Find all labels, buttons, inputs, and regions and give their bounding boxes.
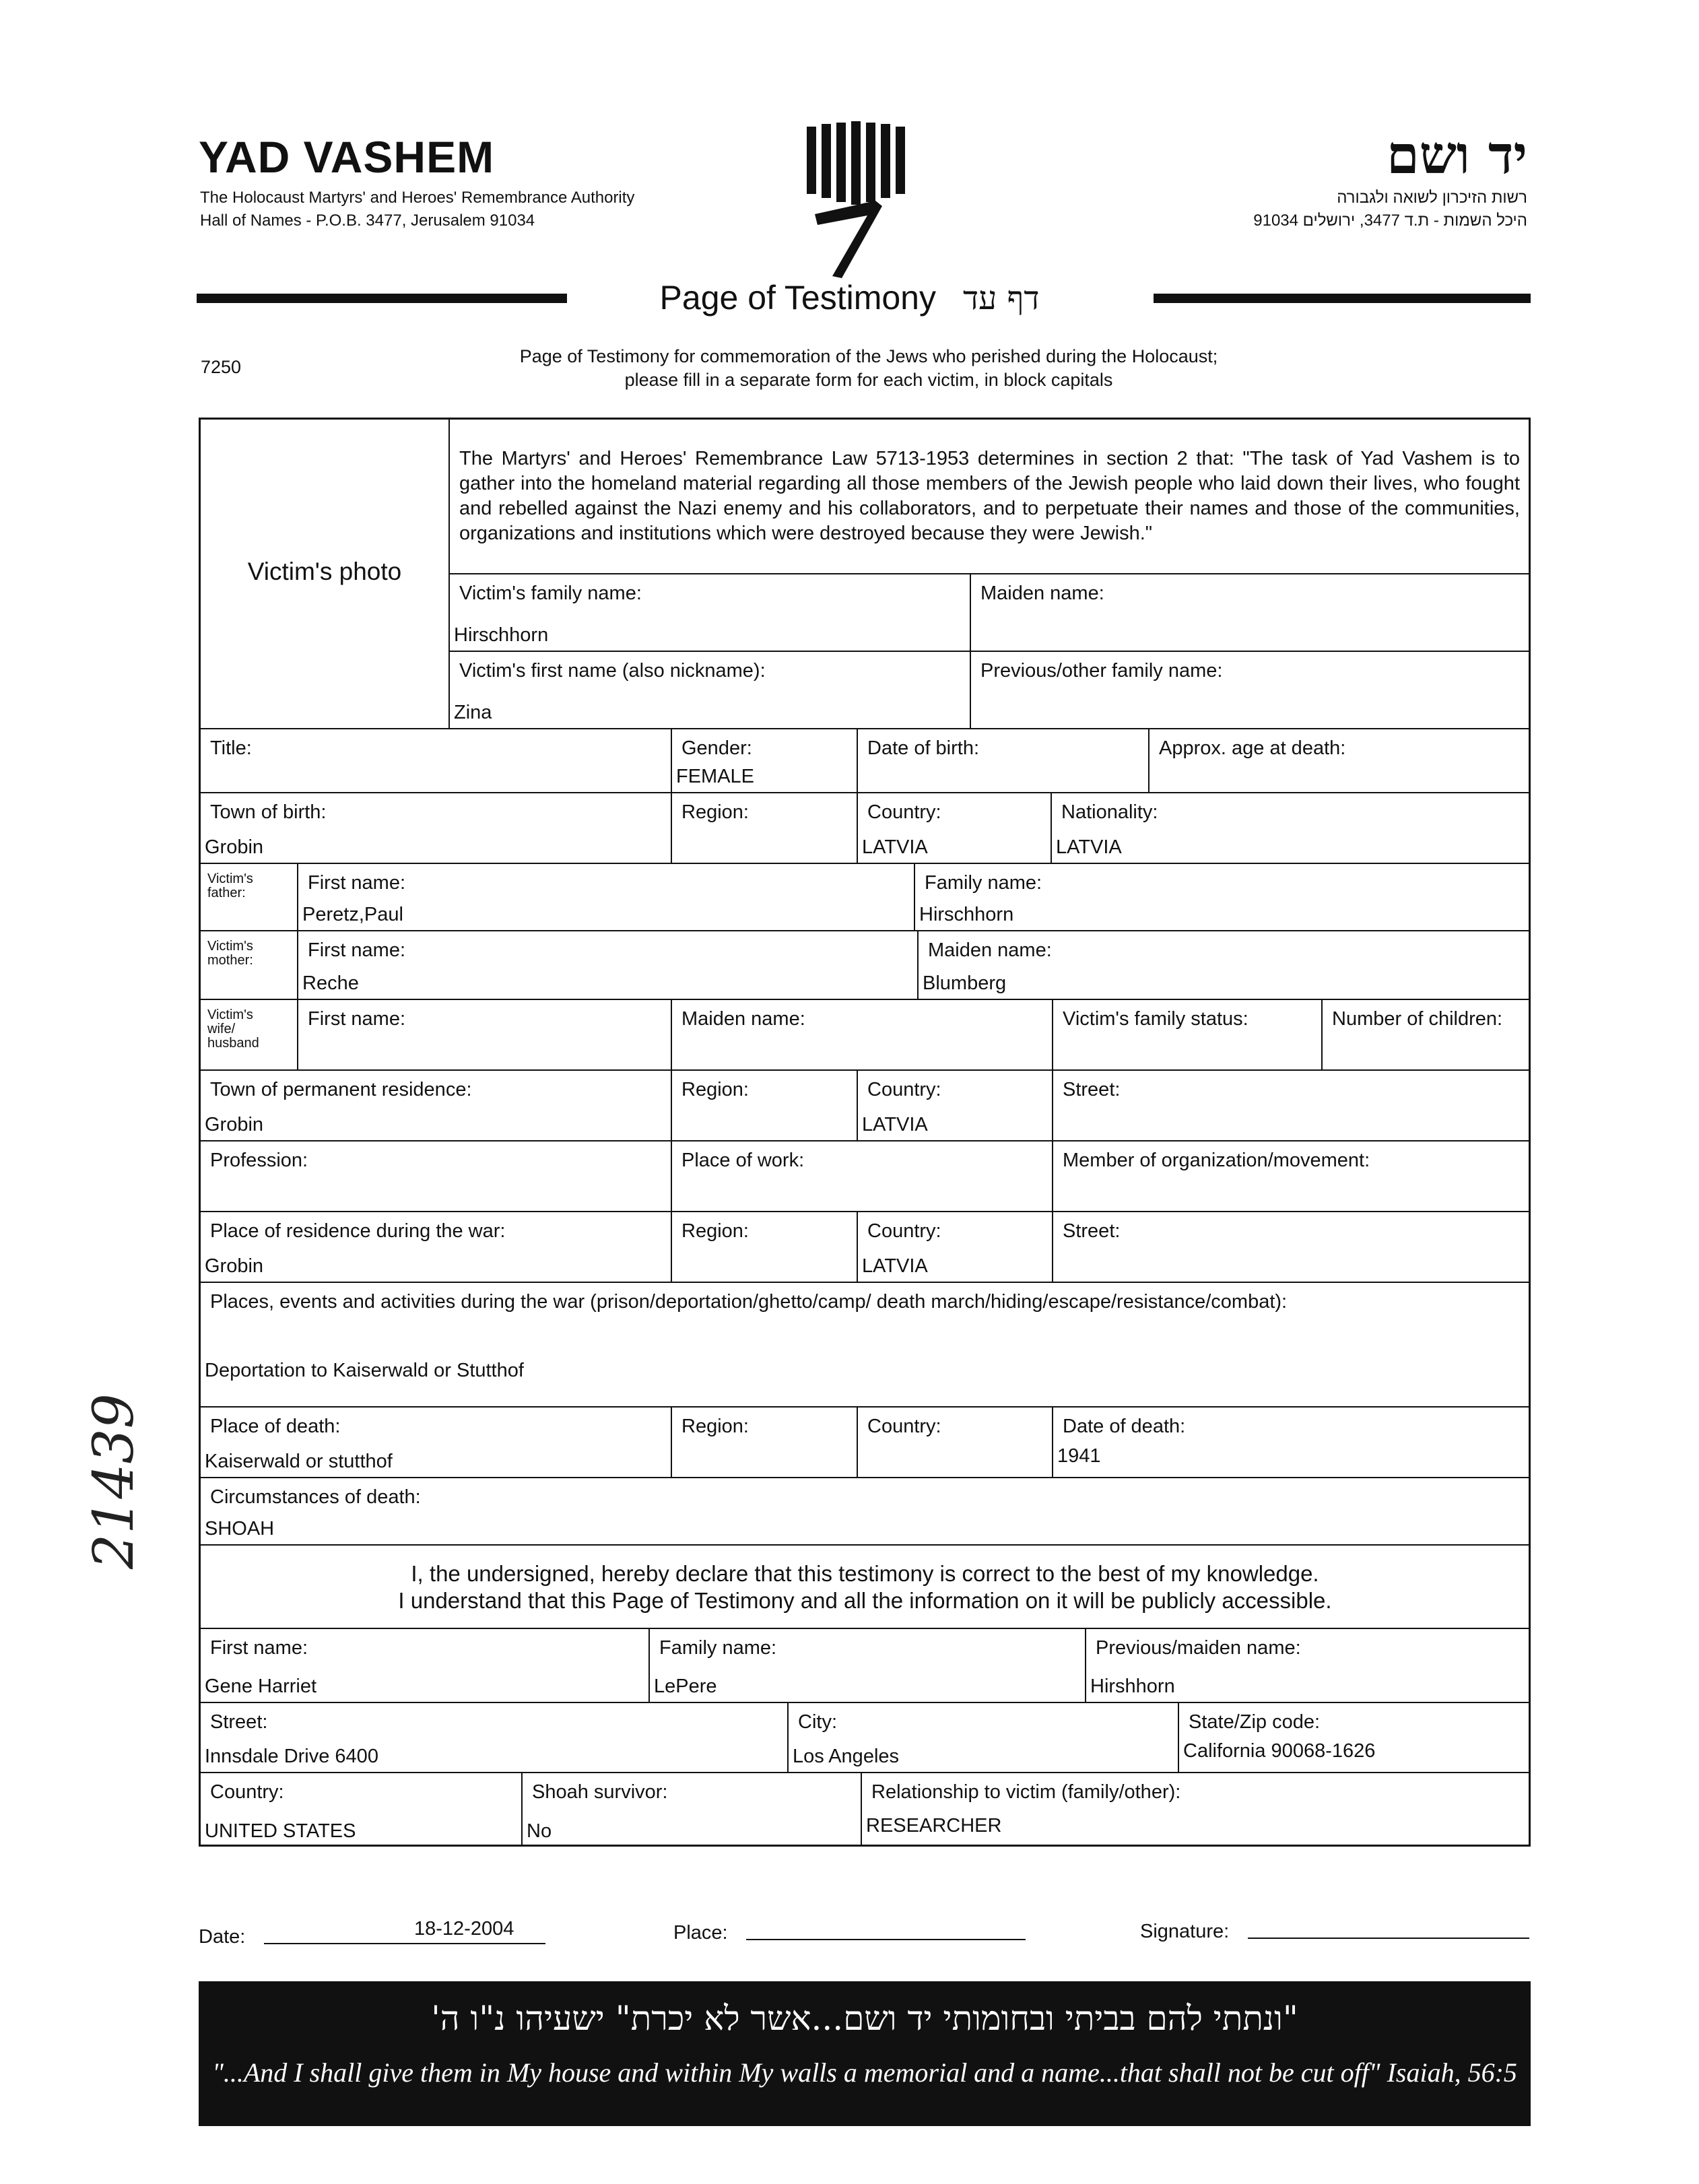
- date-line[interactable]: [264, 1943, 545, 1944]
- submitter-first-name-value: Gene Harriet: [205, 1676, 317, 1697]
- date-value: 18-12-2004: [414, 1918, 514, 1940]
- victim-title-field[interactable]: Title:: [201, 729, 672, 793]
- submitter-family-name-value: LePere: [654, 1676, 717, 1697]
- shoah-survivor-field[interactable]: Shoah survivor: No: [523, 1773, 862, 1847]
- submitter-street-field[interactable]: Street: Innsdale Drive 6400: [201, 1703, 789, 1773]
- town-of-birth-value: Grobin: [205, 836, 264, 858]
- submitter-country-field[interactable]: Country: UNITED STATES: [201, 1773, 523, 1847]
- father-side-label: Victim's father:: [201, 864, 298, 931]
- english-quote: "...And I shall give them in My house and within My walls a memorial and a name...that shall not be cut off" Isaiah, 56:5: [212, 2057, 1517, 2088]
- war-country-value: LATVIA: [862, 1255, 928, 1277]
- place-of-work-field[interactable]: Place of work:: [672, 1141, 1053, 1212]
- org-address: Hall of Names - P.O.B. 3477, Jerusalem 91034: [200, 211, 535, 230]
- submitter-family-name-field[interactable]: Family name: LePere: [650, 1629, 1086, 1703]
- org-title: YAD VASHEM: [199, 132, 495, 182]
- signature-line[interactable]: [1248, 1938, 1529, 1939]
- submitter-first-name-field[interactable]: First name: Gene Harriet: [201, 1629, 650, 1703]
- victim-age-field[interactable]: Approx. age at death:: [1150, 729, 1531, 793]
- page-title: Page of Testimony דף עד: [659, 279, 1040, 317]
- testimony-form: [199, 418, 1531, 1847]
- war-street-field[interactable]: Street:: [1053, 1212, 1531, 1283]
- war-country-field[interactable]: Country: LATVIA: [858, 1212, 1053, 1283]
- mother-maiden-name-value: Blumberg: [923, 972, 1007, 994]
- submitter-city-field[interactable]: City: Los Angeles: [789, 1703, 1179, 1773]
- hebrew-address: היכל השמות - ת.ד 3477, ירושלים 91034: [1253, 211, 1527, 230]
- submitter-previous-name-value: Hirshhorn: [1090, 1676, 1175, 1697]
- father-family-name-field[interactable]: Family name: Hirschhorn: [915, 864, 1531, 931]
- father-first-name-value: Peretz,Paul: [302, 904, 403, 925]
- place-line[interactable]: [746, 1939, 1026, 1940]
- signature-label: Signature:: [1140, 1921, 1230, 1942]
- victim-previous-name-field[interactable]: Previous/other family name:: [971, 652, 1531, 729]
- victim-family-name-value: Hirschhorn: [454, 624, 549, 646]
- father-family-name-value: Hirschhorn: [919, 904, 1014, 925]
- permanent-residence-field[interactable]: Town of permanent residence: Grobin: [201, 1071, 672, 1141]
- permanent-residence-value: Grobin: [205, 1114, 264, 1135]
- intro-text: Page of Testimony for commemoration of the Jews who perished during the Holocaust; please fill in a separate form for each victim, in block capitals: [519, 346, 1218, 390]
- victim-first-name-field[interactable]: Victim's first name (also nickname): Zina: [450, 652, 971, 729]
- mother-first-name-field[interactable]: First name: Reche: [298, 931, 919, 1000]
- spouse-first-name-field[interactable]: First name:: [298, 1000, 672, 1071]
- death-region-field[interactable]: Region:: [672, 1408, 858, 1478]
- birth-country-value: LATVIA: [862, 836, 928, 858]
- organization-field[interactable]: Member of organization/movement:: [1053, 1141, 1531, 1212]
- family-status-field[interactable]: Victim's family status:: [1053, 1000, 1323, 1071]
- date-label: Date:: [199, 1926, 246, 1948]
- submitter-country-value: UNITED STATES: [205, 1820, 356, 1842]
- org-subtitle: The Holocaust Martyrs' and Heroes' Remembrance Authority: [200, 189, 635, 207]
- submitter-state-value: California 90068-1626: [1183, 1740, 1376, 1762]
- submitter-city-value: Los Angeles: [793, 1746, 900, 1767]
- circumstances-field[interactable]: Circumstances of death: SHOAH: [201, 1478, 1531, 1546]
- relationship-field[interactable]: Relationship to victim (family/other): RESEARCHER: [866, 1781, 1181, 1836]
- nationality-value: LATVIA: [1056, 836, 1122, 858]
- father-first-name-field[interactable]: First name: Peretz,Paul: [298, 864, 915, 931]
- mother-maiden-name-field[interactable]: Maiden name: Blumberg: [919, 931, 1531, 1000]
- profession-field[interactable]: Profession:: [201, 1141, 672, 1212]
- form-number: 7250: [201, 357, 242, 377]
- circumstances-value: SHOAH: [205, 1518, 275, 1540]
- declaration-box: [201, 1546, 1531, 1629]
- law-text-box: [450, 420, 1531, 574]
- submitter-street-value: Innsdale Drive 6400: [205, 1746, 378, 1767]
- declaration-text: I, the undersigned, hereby declare that this testimony is correct to the best of my knowledge. I understand that this Page of Testimony and all the information on it will be publicly accessible.: [398, 1561, 1332, 1613]
- birth-region-field[interactable]: Region:: [672, 793, 858, 864]
- war-residence-value: Grobin: [205, 1255, 264, 1277]
- hebrew-title: יד ושם: [1387, 125, 1527, 186]
- nationality-field[interactable]: Nationality: LATVIA: [1052, 793, 1531, 864]
- mother-side-label: Victim's mother:: [201, 931, 298, 1000]
- war-region-field[interactable]: Region:: [672, 1212, 858, 1283]
- place-of-death-field[interactable]: Place of death: Kaiserwald or stutthof: [201, 1408, 672, 1478]
- number-of-children-field[interactable]: Number of children:: [1323, 1000, 1531, 1071]
- death-country-field[interactable]: Country:: [858, 1408, 1053, 1478]
- town-of-birth-field[interactable]: Town of birth: Grobin: [201, 793, 672, 864]
- victim-family-name-field[interactable]: Victim's family name: Hirschhorn: [450, 574, 971, 652]
- war-events-field[interactable]: Places, events and activities during the war (prison/deportation/ghetto/camp/ death march/hiding/escape/resistance/combat): Deportation to Kaiserwald or Stutthof: [201, 1283, 1531, 1408]
- menorah-logo-icon: [801, 120, 909, 282]
- war-events-value: Deportation to Kaiserwald or Stutthof: [205, 1360, 524, 1381]
- relationship-value: RESEARCHER: [866, 1815, 1002, 1836]
- mother-first-name-value: Reche: [302, 972, 359, 994]
- victim-dob-field[interactable]: Date of birth:: [858, 729, 1150, 793]
- victim-gender-field[interactable]: Gender: FEMALE: [672, 729, 858, 793]
- margin-number: 21439: [82, 1393, 146, 1569]
- birth-country-field[interactable]: Country: LATVIA: [858, 793, 1052, 864]
- war-residence-field[interactable]: Place of residence during the war: Grobin: [201, 1212, 672, 1283]
- residence-country-value: LATVIA: [862, 1114, 928, 1135]
- victim-photo-box: Victim's photo: [201, 420, 450, 729]
- law-text: The Martyrs' and Heroes' Remembrance Law 5713-1953 determines in section 2 that: "The task of Yad Vashem is to gather into the homeland material regarding all those members of the Jewish people who laid down their lives, who fought and rebelled against the Nazi enemy and his collaborators, and to perpetuate their names and those of the communities, organizations and institutions which were destroyed because they were Jewish.": [459, 448, 1520, 544]
- spouse-maiden-name-field[interactable]: Maiden name:: [672, 1000, 1053, 1071]
- spouse-side-label: Victim's wife/ husband: [201, 1000, 298, 1071]
- victim-first-name-value: Zina: [454, 702, 492, 723]
- submitter-previous-name-field[interactable]: Previous/maiden name: Hirshhorn: [1086, 1629, 1531, 1703]
- footer-quote-banner: [199, 1981, 1531, 2126]
- submitter-state-field[interactable]: State/Zip code: California 90068-1626: [1179, 1703, 1531, 1773]
- residence-region-field[interactable]: Region:: [672, 1071, 858, 1141]
- date-of-death-value: 1941: [1057, 1445, 1101, 1467]
- hebrew-quote: "ונתתי להם בביתי ובחומותי יד ושם...אשר לא יכרת" ישעיהו נ"ו ה': [431, 1999, 1298, 2038]
- hebrew-subtitle: רשות הזיכרון לשואה ולגבורה: [1337, 189, 1527, 207]
- place-of-death-value: Kaiserwald or stutthof: [205, 1451, 393, 1472]
- residence-country-field[interactable]: Country: LATVIA: [858, 1071, 1053, 1141]
- victim-maiden-name-field[interactable]: Maiden name:: [971, 574, 1531, 652]
- shoah-survivor-value: No: [527, 1820, 552, 1842]
- place-label: Place:: [673, 1922, 728, 1944]
- date-of-death-field[interactable]: Date of death: 1941: [1053, 1408, 1531, 1478]
- residence-street-field[interactable]: Street:: [1053, 1071, 1531, 1141]
- victim-gender-value: FEMALE: [676, 766, 755, 787]
